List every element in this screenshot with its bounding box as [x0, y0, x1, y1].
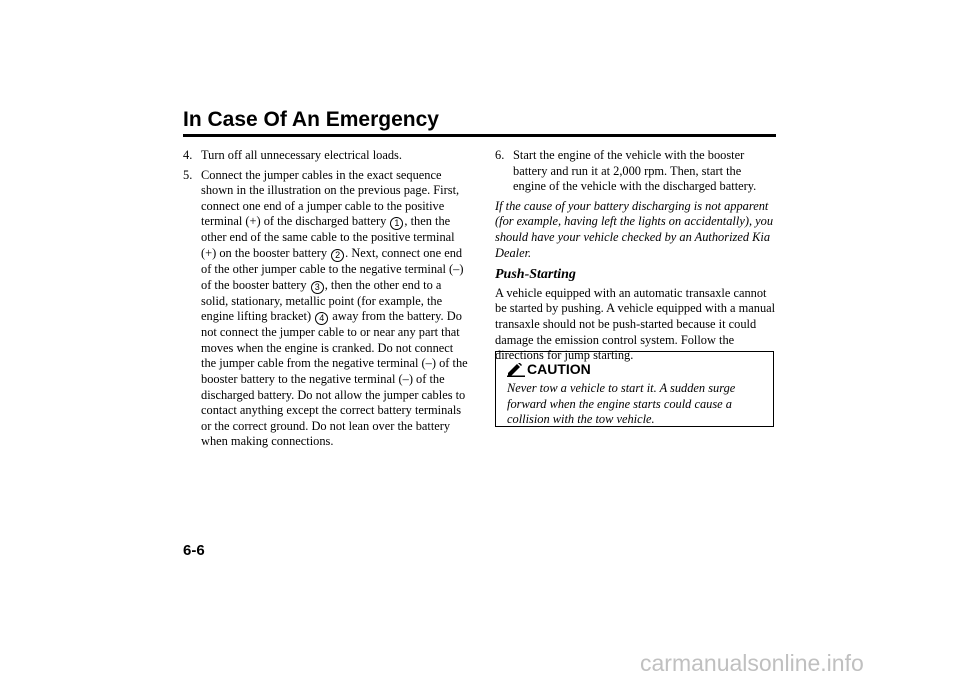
caution-header [507, 361, 591, 377]
push-starting-heading: Push-Starting [495, 267, 576, 283]
caution-text: Never tow a vehicle to start it. A sudden surge forward when the engine starts could cause a collision with the tow vehicle. [507, 381, 736, 427]
caution-box [495, 351, 774, 427]
title-rule [183, 134, 776, 137]
circled-number-4: 4 [315, 312, 328, 325]
step-5-number: 5. [183, 167, 193, 182]
watermark: carmanualsonline.info [640, 650, 864, 676]
page-number: 6-6 [183, 542, 205, 559]
caution-label: CAUTION [527, 361, 591, 377]
step-5-text-5: away from the battery. Do not connect the jumper cable to or near any part that moves when the engine is cranked. Do not connect the jumper cable from the negative terminal (–) of the booster battery to the negative terminal (–) of the discharged battery. Do not allow the jumper cables to contact anything except the correct battery terminals or the correct ground. Do not lean over the battery when making connections. [201, 309, 468, 449]
step-4-text: Turn off all unnecessary electrical loads. [201, 148, 402, 162]
step-5 [183, 168, 470, 450]
circled-number-3: 3 [311, 281, 324, 294]
step-5-text-2: , then the other end of the same cable to the positive terminal (+) on the booster battery [201, 214, 455, 260]
page-title: In Case Of An Emergency [183, 108, 439, 131]
push-starting-paragraph: A vehicle equipped with an automatic transaxle cannot be started by pushing. A vehicle equipped with a manual transaxle should not be push-started because it could damage the emission control system. Follow the directions for jump starting. [495, 285, 776, 363]
step-5-text-4: , then the other end to a solid, stationary, metallic point (for example, the engine lifting bracket) [201, 277, 443, 324]
step-4 [183, 148, 470, 164]
dealer-note: If the cause of your battery discharging is not apparent (for example, having left the lights on accidentally), you should have your vehicle checked by an Authorized Kia Dealer. [495, 198, 774, 260]
circled-number-1: 1 [390, 217, 403, 230]
left-column [183, 148, 470, 454]
step-6-text: Start the engine of the vehicle with the booster battery and run it at 2,000 rpm. Then, start the engine of the vehicle with the discharged battery. [513, 148, 757, 194]
circled-number-2: 2 [331, 249, 344, 262]
right-column [495, 148, 777, 364]
step-5-text-1: Connect the jumper cables in the exact sequence shown in the illustration on the previous page. First, connect one end of a jumper cable to the positive terminal (+) of the discharged battery [201, 167, 460, 229]
step-6 [495, 148, 777, 195]
step-5-text-3: . Next, connect one end of the other jumper cable to the negative terminal (–) of the booster battery [201, 245, 464, 292]
step-6-number: 6. [495, 148, 505, 162]
caution-pencil-icon [507, 363, 525, 377]
step-4-number: 4. [183, 148, 193, 162]
